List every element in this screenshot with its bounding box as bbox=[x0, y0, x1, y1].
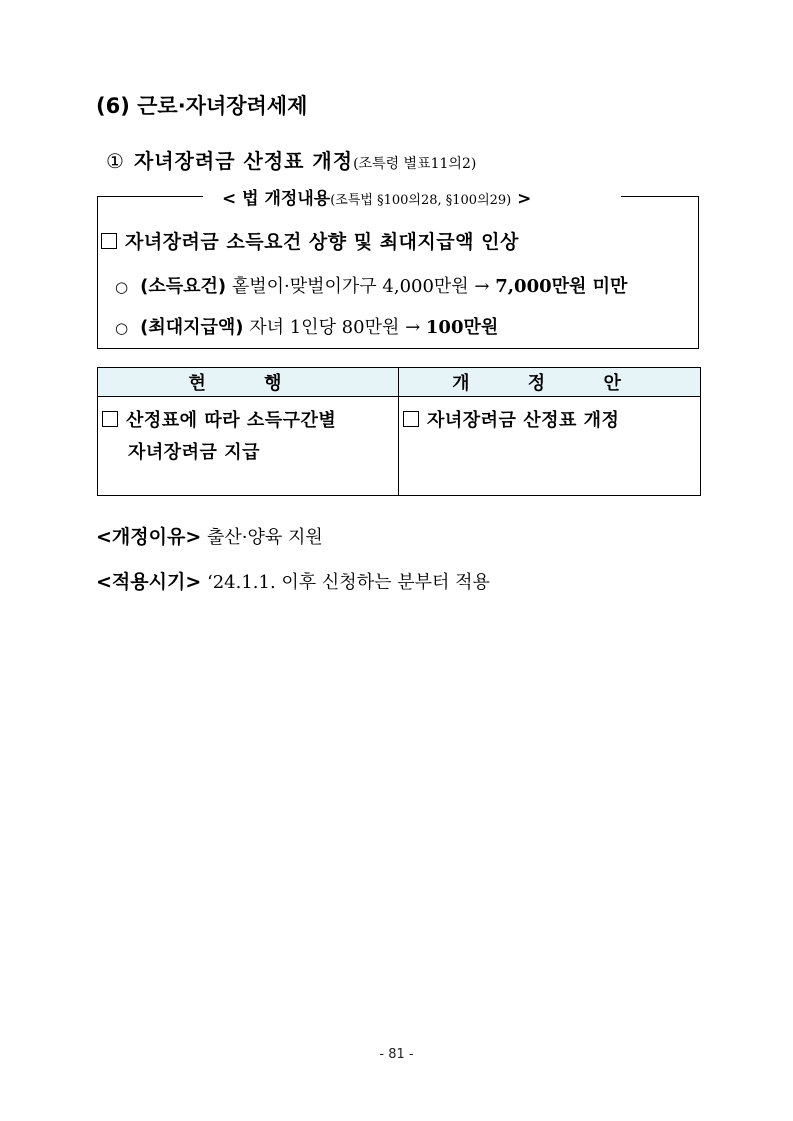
timing-text: ‘24.1.1. 이후 신청하는 분부터 적용 bbox=[207, 572, 490, 593]
square-bullet-icon bbox=[403, 411, 419, 427]
circle-bullet-icon: ○ bbox=[115, 319, 129, 337]
legend-open: < bbox=[222, 189, 243, 209]
bullet-highlight: 7,000만원 미만 bbox=[495, 276, 628, 297]
current-line-2: 자녀장려금 지급 bbox=[128, 442, 260, 463]
bullet-text: 홑벌이·맞벌이가구 4,000만원 → bbox=[231, 276, 490, 297]
cell-current bbox=[98, 397, 399, 496]
subsection-number: ① bbox=[106, 149, 124, 173]
subsection-reference: (조특령 별표11의2) bbox=[353, 156, 477, 172]
bullet-label: (최대지급액) bbox=[140, 317, 244, 338]
legend-reference: (조특법 §100의28, §100의29) bbox=[330, 193, 512, 208]
subsection-title bbox=[106, 145, 476, 174]
cell-proposed bbox=[399, 397, 701, 496]
box-headline-text: 자녀장려금 소득요건 상향 및 최대지급액 인상 bbox=[125, 231, 519, 253]
square-bullet-icon bbox=[101, 233, 117, 249]
page-number: - 81 - bbox=[379, 1047, 414, 1062]
box-headline bbox=[101, 227, 519, 254]
reason-label: <개정이유> bbox=[96, 526, 202, 548]
bullet-max-payment bbox=[115, 313, 498, 339]
box-legend bbox=[222, 184, 531, 209]
bullet-label: (소득요건) bbox=[140, 276, 227, 297]
current-line-1: 산정표에 따라 소득구간별 bbox=[126, 410, 337, 431]
comparison-header-row bbox=[98, 368, 701, 397]
reason-line bbox=[96, 522, 323, 549]
circle-bullet-icon: ○ bbox=[115, 278, 129, 296]
square-bullet-icon bbox=[102, 411, 118, 427]
bullet-highlight: 100만원 bbox=[425, 317, 499, 338]
timing-label: <적용시기> bbox=[96, 571, 202, 593]
section-title: (6) 근로·자녀장려세제 bbox=[96, 94, 308, 118]
proposed-line-1: 자녀장려금 산정표 개정 bbox=[427, 410, 620, 431]
reason-text: 출산·양육 지원 bbox=[207, 527, 323, 548]
header-current: 현 행 bbox=[98, 368, 399, 397]
legend-close: > bbox=[511, 189, 532, 209]
subsection-main-title: 자녀장려금 산정표 개정 bbox=[133, 149, 354, 173]
comparison-table bbox=[97, 367, 701, 496]
header-proposed: 개 정 안 bbox=[399, 368, 701, 397]
timing-line bbox=[96, 567, 490, 594]
bullet-income-requirement bbox=[115, 272, 627, 298]
comparison-body-row bbox=[98, 397, 701, 496]
legend-title: 법 개정내용 bbox=[242, 189, 331, 209]
bullet-text: 자녀 1인당 80만원 → bbox=[249, 317, 421, 338]
